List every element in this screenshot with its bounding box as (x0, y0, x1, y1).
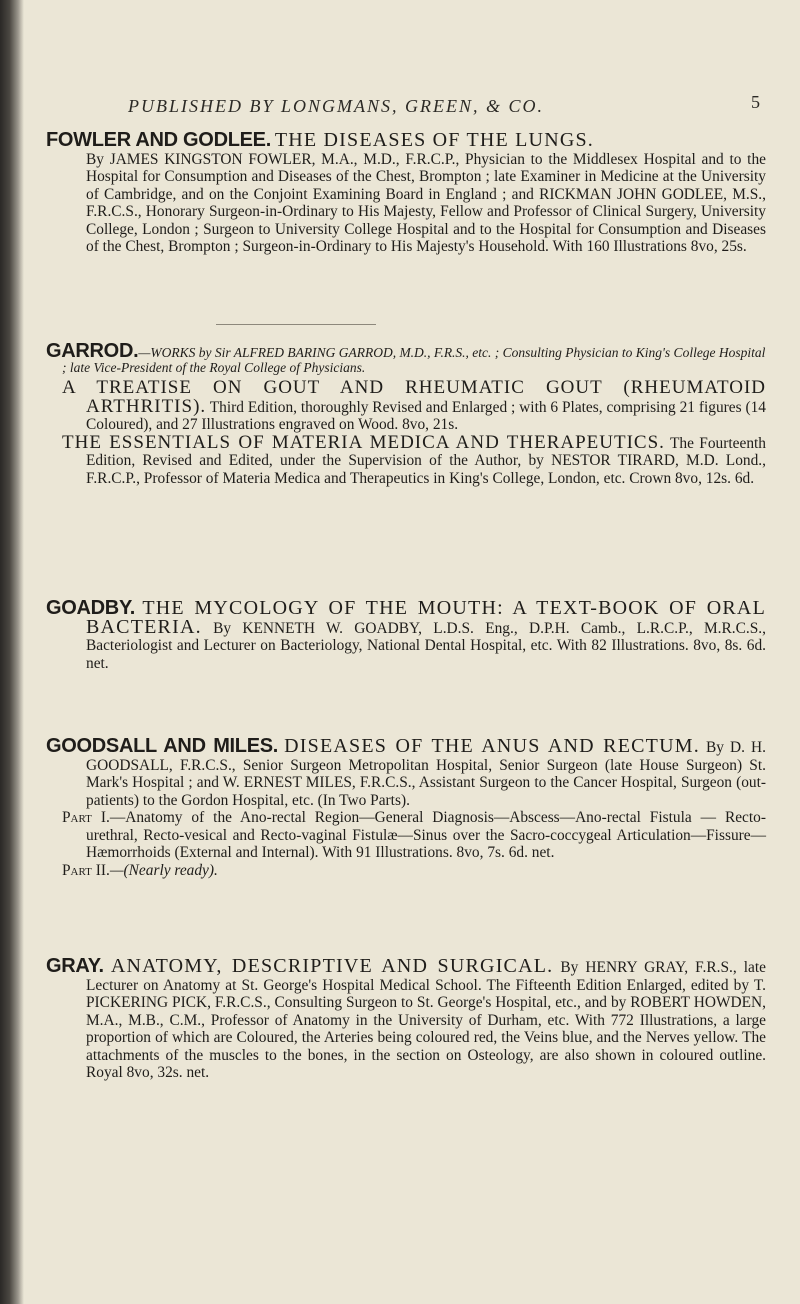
entry-garrod (46, 340, 766, 487)
entry-title: ANATOMY, DESCRIPTIVE AND SURGICAL. (110, 955, 554, 977)
part-label: Part II. (62, 861, 110, 879)
entry-author: GRAY. (46, 955, 104, 977)
entry-subtitle: —WORKS by Sir ALFRED BARING GARROD, M.D., F.R.S., etc. ; Consulting Physician to King's College Hospital ; late Vice-President of the Royal College of Physicians. (62, 345, 766, 375)
entry-gray (46, 955, 766, 1082)
entry-body: By JAMES KINGSTON FOWLER, M.A., M.D., F.R.C.P., Physician to the Middlesex Hospital and to the Hospital for Consumption and Diseases of the Chest, Brompton ; late Examiner in Medicine at the University of Cambridge, and on the Conjoint Examining Board in England ; and RICKMAN JOHN GODLEE, M.S., F.R.C.S., Honorary Surgeon-in-Ordinary to His Majesty, Fellow and Professor of Clinical Surgery, University College, London ; Surgeon to University College Hospital and to the Hospital for Consumption and Diseases of the Chest, Brompton ; Surgeon-in-Ordinary to His Majesty's Household. With 160 Illustrations 8vo, 25s. (86, 150, 766, 255)
entry-author: FOWLER AND GODLEE. (46, 129, 271, 151)
work-body-materia-medica: The Fourteenth Edition, Revised and Edited, under the Supervision of the Author, by NESTOR TIRARD, M.D. Lond., F.R.C.P., Professor of Materia Medica and Therapeutics in King's College, London, etc. Crown 8vo, 12s. 6d. (86, 434, 766, 487)
catalogue-page (46, 0, 766, 1304)
entry-author: GOADBY. (46, 597, 136, 619)
entry-fowler-godlee (46, 129, 766, 256)
entry-goadby (46, 597, 766, 672)
entry-title: THE MYCOLOGY OF THE MOUTH: A TEXT-BOOK OF ORAL BACTERIA. (86, 597, 766, 638)
work-title-materia-medica: THE ESSENTIALS OF MATERIA MEDICA AND THERAPEUTICS. (62, 431, 665, 453)
entry-title: DISEASES OF THE ANUS AND RECTUM. (284, 735, 700, 757)
entry-author: GARROD. (46, 340, 139, 362)
work-title-gout: A TREATISE ON GOUT AND RHEUMATIC GOUT (RHEUMATOID ARTHRITIS). (62, 377, 766, 417)
page-number: 5 (751, 92, 760, 112)
entry-title: THE DISEASES OF THE LUNGS. (274, 129, 595, 151)
book-binding-shadow (0, 0, 24, 1304)
part-text: —Anatomy of the Ano-rectal Region—General Diagnosis—Abscess—Ano-rectal Fistula — Recto-urethral, Recto-vesical and Recto-vaginal Fistulæ—Sinus over the Sacro-coccygeal Articulation—Fissure—Hæmorrhoids (External and Internal). With 91 Illustrations. 8vo, 7s. 6d. net. (86, 809, 766, 861)
entry-body: By D. H. GOODSALL, F.R.C.S., Senior Surgeon Metropolitan Hospital, Senior Surgeon (late House Surgeon) St. Mark's Hospital ; and W. ERNEST MILES, F.R.C.S., Assistant Surgeon to the Cancer Hospital, Surgeon (out-patients) to the Gordon Hospital, etc. (In Two Parts). (86, 739, 766, 809)
work-body-gout: Third Edition, thoroughly Revised and Enlarged ; with 6 Plates, comprising 21 figures (14 Coloured), and 27 Illustrations engraved on Wood. 8vo, 21s. (86, 398, 766, 433)
entry-body: By HENRY GRAY, F.R.S., late Lecturer on Anatomy at St. George's Hospital Medical School. The Fifteenth Edition Enlarged, edited by T. PICKERING PICK, F.R.C.S., Consulting Surgeon to St. George's Hospital, etc., and by ROBERT HOWDEN, M.A., M.B., C.M., Professor of Anatomy in the University of Durham, etc. With 772 Illustrations, a large proportion of which are Coloured, the Arteries being coloured red, the Veins blue, and the Nerves yellow. The attachments of the muscles to the bones, in the section on Osteology, are also shown in coloured outline. Royal 8vo, 32s. net. (86, 959, 766, 1081)
part-label: Part I. (62, 809, 110, 826)
entry-author: GOODSALL AND MILES. (46, 735, 279, 757)
section-rule (216, 324, 376, 325)
entry-goodsall-miles (46, 735, 766, 879)
running-head: PUBLISHED BY LONGMANS, GREEN, & CO. (128, 96, 544, 116)
entry-body: By KENNETH W. GOADBY, L.D.S. Eng., D.P.H. Camb., L.R.C.P., M.R.C.S., Bacteriologist and Lecturer on Bacteriology, National Dental Hospital, etc. With 82 Illustrations. 8vo, 8s. 6d. net. (86, 619, 766, 672)
part-text: —(Nearly ready). (109, 861, 218, 879)
